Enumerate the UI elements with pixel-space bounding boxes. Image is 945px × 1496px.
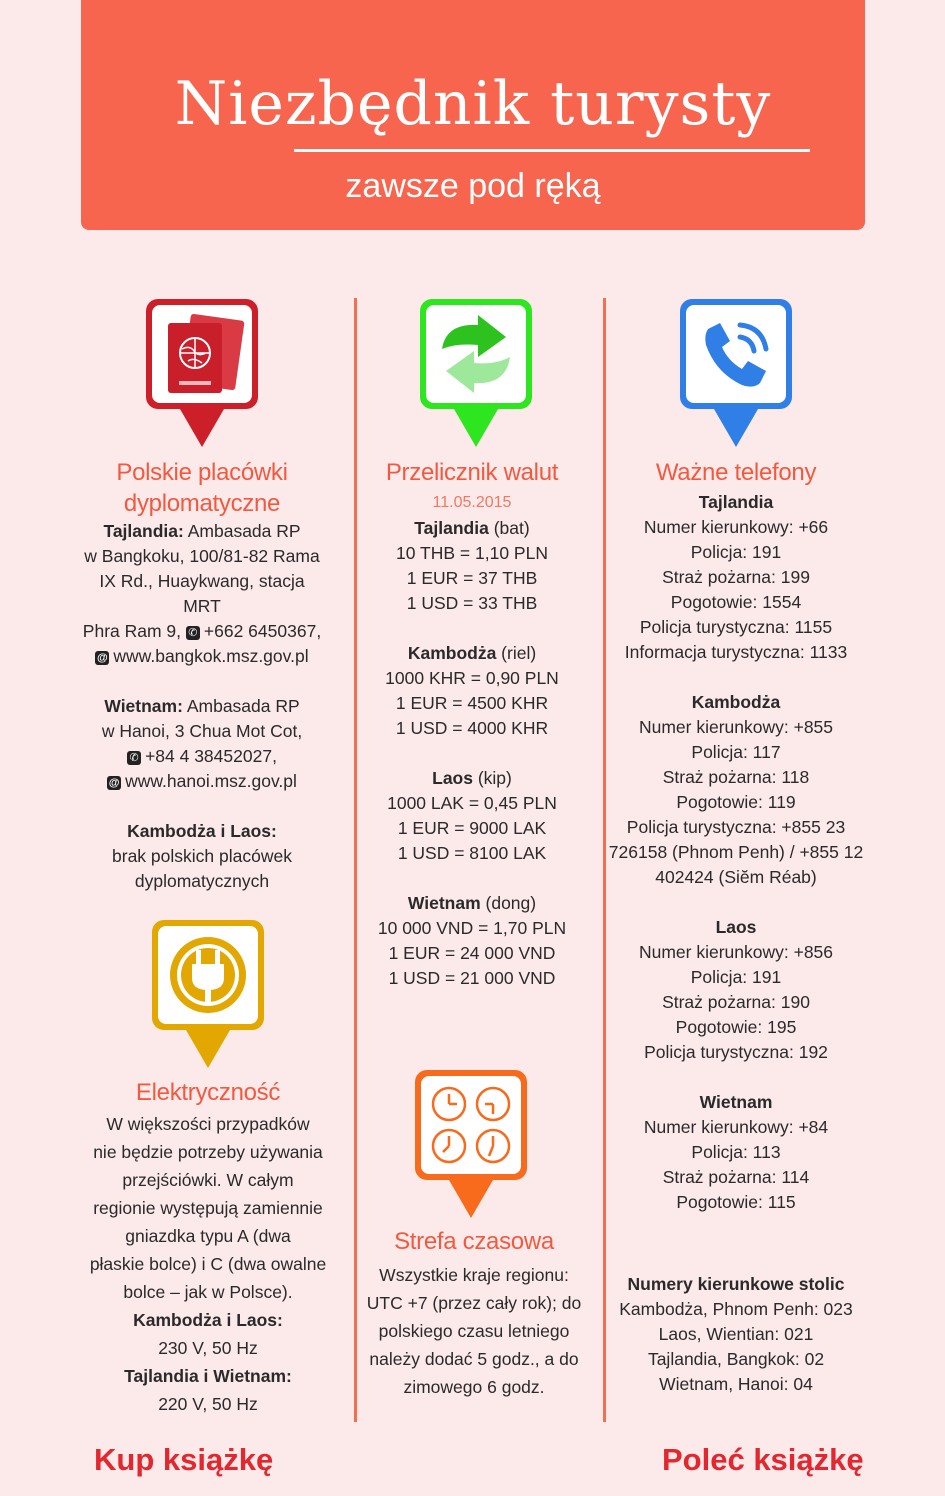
phones-line: Policja: 117 — [691, 742, 781, 762]
electricity-section — [80, 1077, 336, 1418]
currency-rate: 1 EUR = 24 000 VND — [388, 943, 556, 963]
phones-line: Policja: 191 — [690, 967, 782, 987]
currency-rate: 10 000 VND = 1,70 PLN — [377, 918, 567, 938]
timezone-line: polskiego czasu letniego — [378, 1321, 570, 1341]
electricity-cambodia-laos-label: Kambodża i Laos: — [133, 1310, 283, 1330]
electricity-line: płaskie bolce) i C (dwa owalne — [89, 1254, 327, 1274]
plug-icon — [152, 920, 264, 1075]
phones-section — [608, 457, 864, 1397]
timezone-line: należy dodać 5 godz., a do — [369, 1349, 579, 1369]
currency-rate: 1 EUR = 37 THB — [406, 568, 538, 588]
phones-line: Straż pożarna: 118 — [662, 767, 810, 787]
embassy-thailand-line1: Ambasada RP — [183, 521, 301, 541]
phones-line: Numer kierunkowy: +66 — [643, 517, 829, 537]
phones-line: Straż pożarna: 199 — [662, 567, 810, 587]
embassy-vietnam-line1: Ambasada RP — [182, 696, 300, 716]
clocks-icon — [415, 1070, 527, 1225]
currency-section — [360, 457, 584, 991]
embassy-vietnam-label: Wietnam: — [104, 696, 183, 716]
embassy-thailand-line3: IX Rd., Huaykwang, stacja MRT — [99, 571, 305, 616]
electricity-line: nie będzie potrzeby używania — [93, 1142, 323, 1162]
embassy-title-line1: Polskie placówki — [116, 459, 288, 486]
phones-line: Pogotowie: 1554 — [670, 592, 802, 612]
phones-line: Policja: 113 — [691, 1142, 781, 1162]
phones-line: Policja turystyczna: 1155 — [639, 617, 833, 637]
currency-country: Wietnam — [407, 893, 481, 913]
timezone-line: UTC +7 (przez cały rok); do — [366, 1293, 582, 1313]
page-title: Niezbędnik turysty — [174, 69, 772, 139]
phones-line: Straż pożarna: 190 — [662, 992, 810, 1012]
electricity-line: bolce – jak w Polsce). — [123, 1282, 293, 1302]
embassy-thailand-label: Tajlandia: — [103, 521, 184, 541]
currency-rate: 1000 LAK = 0,45 PLN — [387, 793, 557, 813]
phones-line: Pogotowie: 115 — [676, 1192, 796, 1212]
viber-icon: ✆ — [186, 626, 200, 640]
phones-line: Informacja turystyczna: 1133 — [624, 642, 848, 662]
currency-unit: (dong) — [480, 893, 537, 913]
buy-book-link[interactable]: Kup książkę — [94, 1442, 274, 1477]
embassy-cambodia-laos-line1: brak polskich placówek — [112, 846, 292, 866]
phones-line: Straż pożarna: 114 — [662, 1167, 810, 1187]
currency-country: Laos — [432, 768, 473, 788]
embassy-vietnam-web-link[interactable]: www.hanoi.msz.gov.pl — [125, 771, 297, 791]
electricity-line: regionie występują zamiennie — [93, 1198, 323, 1218]
timezone-section — [362, 1226, 586, 1401]
capitals-line: Laos, Wientian: 021 — [658, 1324, 814, 1344]
embassy-thailand-line4: Phra Ram 9, — [82, 621, 182, 641]
currency-rate: 1000 KHR = 0,90 PLN — [385, 668, 559, 688]
embassy-vietnam-phone: +84 4 38452027, — [145, 746, 277, 766]
currency-rate: 1 EUR = 4500 KHR — [395, 693, 549, 713]
electricity-line: W większości przypadków — [106, 1114, 310, 1134]
phones-line: Policja turystyczna: 192 — [644, 1042, 828, 1062]
phones-country: Laos — [715, 917, 757, 937]
embassy-section — [80, 457, 324, 894]
currency-title: Przelicznik walut — [385, 459, 559, 486]
timezone-line: Wszystkie kraje regionu: — [379, 1265, 569, 1285]
phones-line: Numer kierunkowy: +855 — [638, 717, 834, 737]
at-icon: @ — [97, 652, 108, 664]
embassy-vietnam-line2: w Hanoi, 3 Chua Mot Cot, — [101, 721, 303, 741]
phones-line: Numer kierunkowy: +84 — [643, 1117, 829, 1137]
page-subtitle: zawsze pod ręką — [345, 167, 601, 205]
embassy-thailand-line2: w Bangkoku, 100/81-82 Rama — [84, 546, 320, 566]
phones-country: Kambodża — [691, 692, 781, 712]
phones-title: Ważne telefony — [655, 459, 817, 486]
embassy-thailand-web-link[interactable]: www.bangkok.msz.gov.pl — [113, 646, 309, 666]
column-divider-left — [354, 298, 357, 1422]
currency-rate: 1 USD = 8100 LAK — [397, 843, 547, 863]
electricity-thailand-vietnam-value: 220 V, 50 Hz — [158, 1394, 258, 1414]
electricity-line: gniazdka typu A (dwa — [125, 1226, 291, 1246]
currency-country: Tajlandia — [414, 518, 489, 538]
exchange-arrows-icon — [420, 299, 532, 454]
embassy-cambodia-laos-label: Kambodża i Laos: — [127, 821, 277, 841]
capitals-line: Tajlandia, Bangkok: 02 — [647, 1349, 825, 1369]
embassy-thailand-phone: +662 6450367, — [203, 621, 322, 641]
phones-country: Tajlandia — [698, 492, 774, 512]
currency-rate: 10 THB = 1,10 PLN — [396, 543, 548, 563]
currency-unit: (bat) — [488, 518, 530, 538]
phones-line: 402424 (Siĕm Réab) — [655, 867, 817, 887]
phone-icon — [680, 299, 792, 454]
currency-date: 11.05.2015 — [432, 494, 512, 511]
currency-rate: 1 USD = 21 000 VND — [388, 968, 556, 988]
passport-icon — [146, 299, 258, 454]
embassy-title-line2: dyplomatyczne — [123, 490, 281, 517]
currency-rate: 1 EUR = 9000 LAK — [397, 818, 547, 838]
currency-country: Kambodża — [407, 643, 497, 663]
currency-unit: (kip) — [472, 768, 512, 788]
timezone-line: zimowego 6 godz. — [403, 1377, 545, 1397]
timezone-title: Strefa czasowa — [394, 1228, 554, 1255]
electricity-title: Elektryczność — [135, 1079, 281, 1106]
capitals-line: Kambodża, Phnom Penh: 023 — [619, 1299, 853, 1319]
phones-line: Pogotowie: 195 — [675, 1017, 797, 1037]
currency-unit: (riel) — [496, 643, 537, 663]
column-divider-right — [603, 298, 606, 1422]
currency-rate: 1 USD = 33 THB — [406, 593, 538, 613]
embassy-cambodia-laos-line2: dyplomatycznych — [134, 871, 270, 891]
electricity-line: przejściówki. W całym — [122, 1170, 294, 1190]
header-banner — [81, 0, 865, 230]
phones-line: Policja: 191 — [690, 542, 782, 562]
electricity-cambodia-laos-value: 230 V, 50 Hz — [158, 1338, 258, 1358]
phones-line: Policja turystyczna: +855 23 — [626, 817, 846, 837]
currency-rate: 1 USD = 4000 KHR — [395, 718, 549, 738]
phones-line: 726158 (Phnom Penh) / +855 12 — [608, 842, 864, 862]
capitals-title: Numery kierunkowe stolic — [627, 1274, 845, 1294]
electricity-thailand-vietnam-label: Tajlandia i Wietnam: — [124, 1366, 292, 1386]
at-icon: @ — [108, 777, 120, 789]
recommend-book-link[interactable]: Poleć książkę — [662, 1442, 864, 1477]
phones-line: Numer kierunkowy: +856 — [638, 942, 834, 962]
phones-line: Pogotowie: 119 — [676, 792, 796, 812]
title-underline — [294, 149, 810, 152]
phones-country: Wietnam — [699, 1092, 773, 1112]
capitals-line: Wietnam, Hanoi: 04 — [659, 1374, 813, 1394]
viber-icon: ✆ — [127, 751, 141, 765]
